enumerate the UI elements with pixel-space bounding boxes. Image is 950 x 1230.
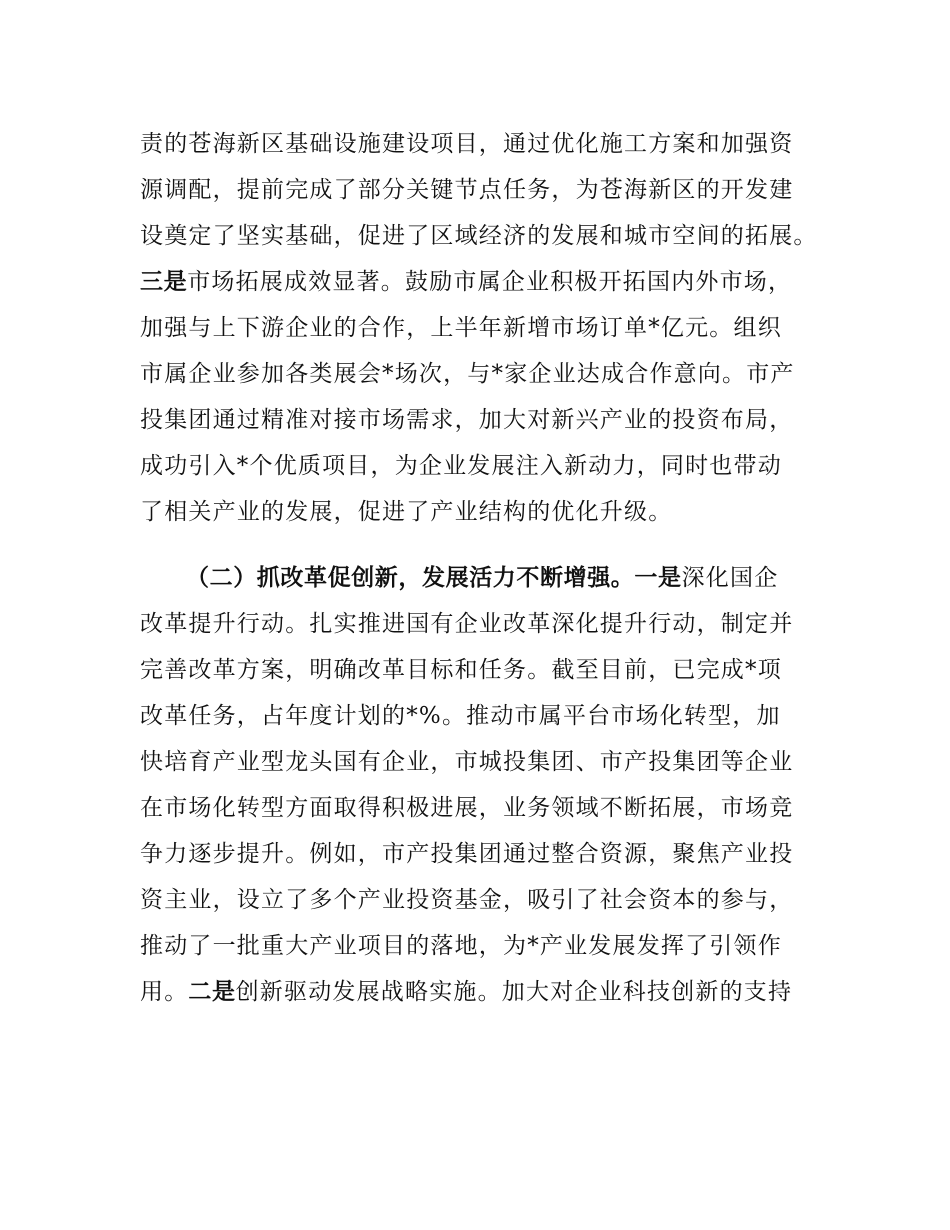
text-line: 推动了一批重大产业项目的落地，为*产业发展发挥了引领作 bbox=[140, 933, 782, 959]
text-line: 加强与上下游企业的合作，上半年新增市场订单*亿元。组织 bbox=[140, 315, 782, 341]
section-heading-line bbox=[186, 558, 846, 598]
text-line: 设奠定了坚实基础，促进了区域经济的发展和城市空间的拓展。 bbox=[140, 223, 818, 249]
line-text: 创新驱动发展战略实施。加大对企业科技创新的支持 bbox=[235, 979, 793, 1005]
text-line: 市属企业参加各类展会*场次，与*家企业达成合作意向。市产 bbox=[140, 361, 795, 387]
text-line: 资主业，设立了多个产业投资基金，吸引了社会资本的参与， bbox=[140, 887, 794, 913]
text-line: 源调配，提前完成了部分关键节点任务，为苍海新区的开发建 bbox=[140, 177, 794, 203]
text-line: 了相关产业的发展，促进了产业结构的优化升级。 bbox=[140, 499, 673, 525]
text-line: 改革任务，占年度计划的*%。推动市属平台市场化转型，加 bbox=[140, 703, 781, 729]
text-line: 投集团通过精准对接市场需求，加大对新兴产业的投资布局， bbox=[140, 407, 794, 433]
text-line: 完善改革方案，明确改革目标和任务。截至目前，已完成*项 bbox=[140, 657, 782, 683]
line-text: 用。 bbox=[140, 979, 189, 1005]
line-text: 市场拓展成效显著。鼓励市属企业积极开拓国内外市场， bbox=[187, 269, 793, 295]
bold-lead-text: 二是 bbox=[188, 979, 236, 1005]
text-line bbox=[140, 972, 840, 1012]
bold-lead-text: 三是 bbox=[140, 269, 188, 295]
text-line: 争力逐步提升。例如，市产投集团通过整合资源，聚焦产业投 bbox=[140, 841, 794, 867]
text-line: 改革提升行动。扎实推进国有企业改革深化提升行动，制定并 bbox=[140, 611, 794, 637]
text-line: 责的苍海新区基础设施建设项目，通过优化施工方案和加强资 bbox=[140, 131, 794, 157]
text-line: 在市场化转型方面取得积极进展，业务领域不断拓展，市场竞 bbox=[140, 795, 794, 821]
text-line: 成功引入*个优质项目，为企业发展注入新动力，同时也带动 bbox=[140, 453, 782, 479]
text-line bbox=[140, 262, 840, 302]
section-heading: （二）抓改革促创新，发展活力不断增强。一是 bbox=[186, 565, 682, 591]
line-text: 深化国企 bbox=[681, 565, 779, 591]
text-line: 快培育产业型龙头国有企业，市城投集团、市产投集团等企业 bbox=[140, 749, 794, 775]
